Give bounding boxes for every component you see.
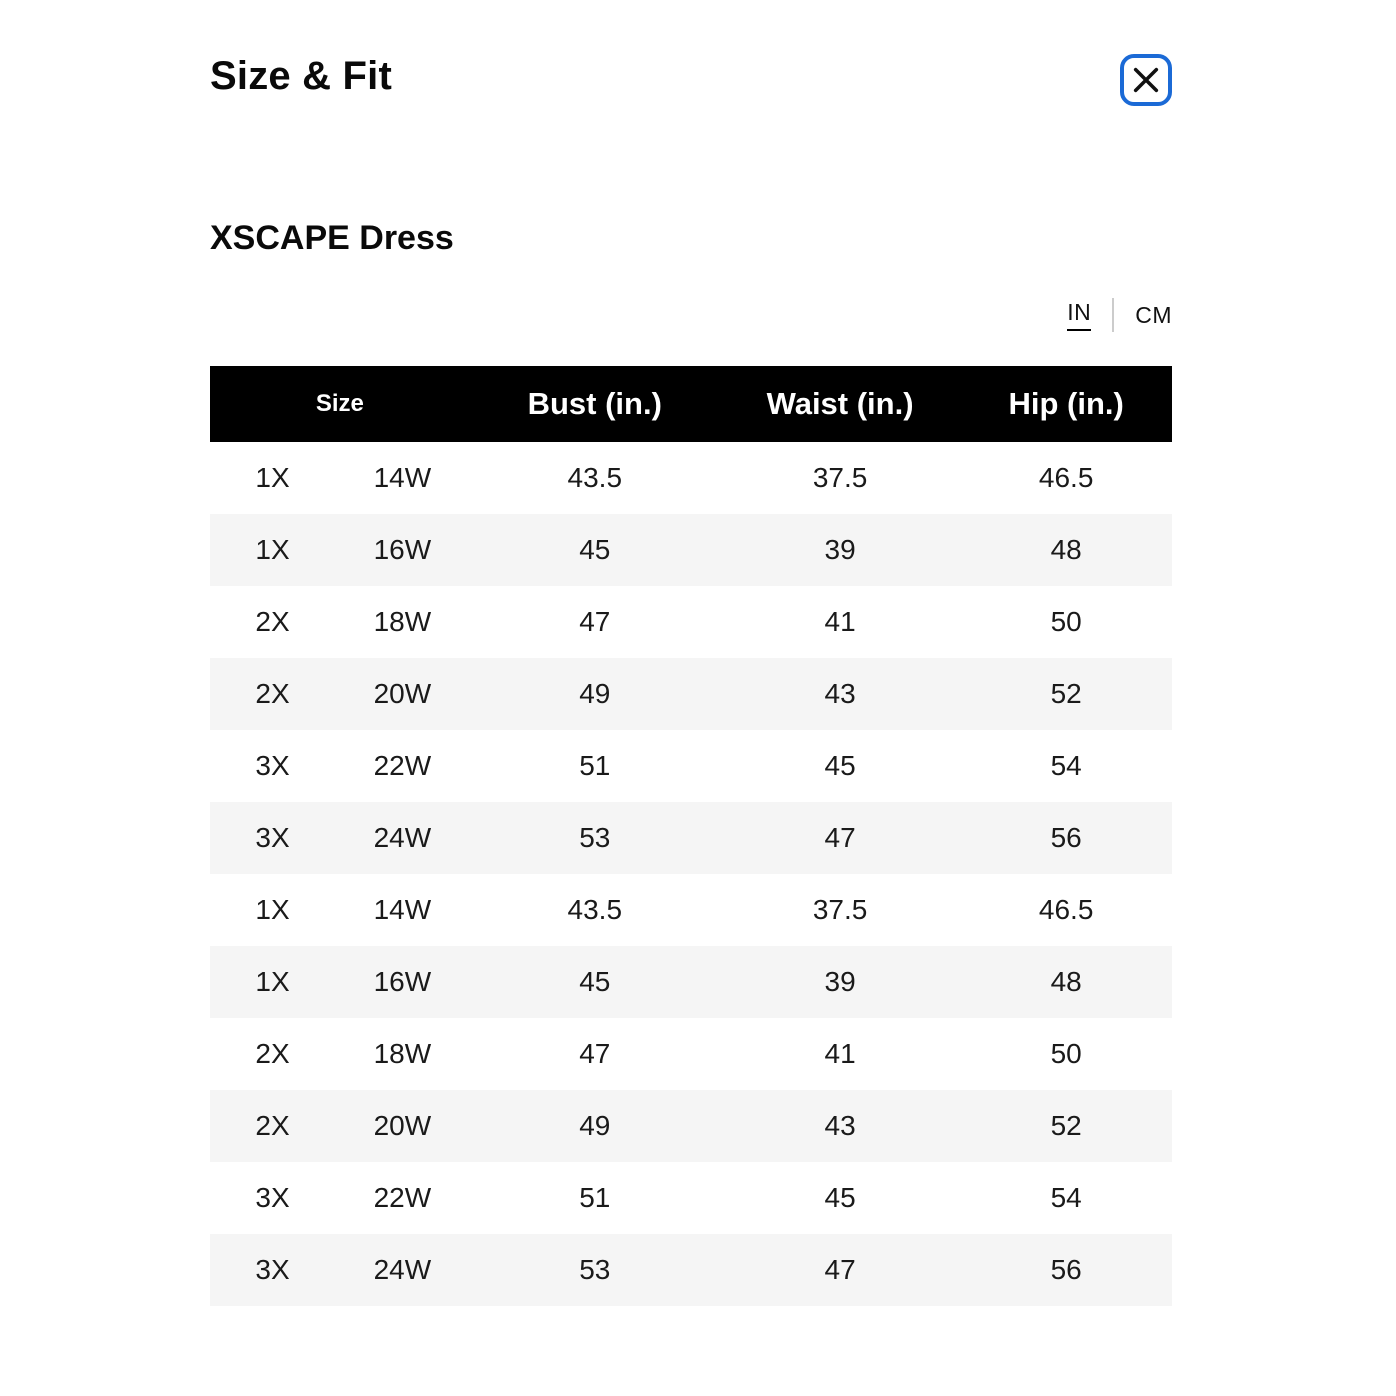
cell-size-w: 24W: [373, 822, 432, 853]
cell-size-w: 24W: [373, 1254, 432, 1285]
cell-size-w: 20W: [373, 1110, 432, 1141]
cell-waist: 47: [824, 822, 856, 853]
hip-column-header: Hip (in.): [1008, 386, 1124, 421]
cell-size-x: 2X: [255, 1038, 290, 1069]
cell-size-x: 2X: [255, 606, 290, 637]
size-column-header: Size: [315, 390, 364, 417]
size-table-header: [210, 366, 1172, 442]
cell-waist: 43: [824, 678, 856, 709]
table-row: [210, 442, 1172, 514]
cell-hip: 50: [1050, 1038, 1082, 1069]
cell-size-w: 20W: [373, 678, 432, 709]
cell-hip: 46.5: [1038, 462, 1094, 493]
cell-bust: 53: [579, 1254, 611, 1285]
table-row: [210, 802, 1172, 874]
cell-bust: 47: [579, 1038, 611, 1069]
cell-hip: 52: [1050, 1110, 1082, 1141]
cell-waist: 43: [824, 1110, 856, 1141]
close-icon: [1129, 63, 1163, 97]
cell-waist: 47: [824, 1254, 856, 1285]
cell-bust: 43.5: [567, 462, 623, 493]
cell-hip: 56: [1050, 1254, 1082, 1285]
cell-bust: 45: [579, 534, 611, 565]
cell-bust: 53: [579, 822, 611, 853]
cell-bust: 43.5: [567, 894, 623, 925]
table-row: [210, 514, 1172, 586]
cell-size-x: 1X: [255, 462, 290, 493]
cell-size-x: 2X: [255, 1110, 290, 1141]
table-row: [210, 1090, 1172, 1162]
cell-size-w: 18W: [373, 1038, 432, 1069]
cell-size-w: 16W: [373, 966, 432, 997]
cell-bust: 49: [579, 1110, 611, 1141]
cell-size-x: 3X: [255, 822, 290, 853]
cell-size-w: 22W: [373, 750, 432, 781]
table-row: [210, 874, 1172, 946]
cell-hip: 46.5: [1038, 894, 1094, 925]
table-row: [210, 1234, 1172, 1306]
cell-hip: 54: [1050, 750, 1082, 781]
cell-waist: 37.5: [812, 894, 868, 925]
cell-waist: 45: [824, 1182, 856, 1213]
waist-column-header: Waist (in.): [766, 386, 914, 421]
cell-waist: 39: [824, 966, 856, 997]
cell-size-x: 1X: [255, 966, 290, 997]
cell-size-x: 3X: [255, 1254, 290, 1285]
modal-header: [210, 52, 1172, 108]
cell-size-w: 18W: [373, 606, 432, 637]
cell-hip: 50: [1050, 606, 1082, 637]
unit-divider: [1112, 298, 1114, 332]
cell-size-x: 2X: [255, 678, 290, 709]
unit-toggle: [210, 298, 1172, 332]
cell-bust: 45: [579, 966, 611, 997]
table-row: [210, 730, 1172, 802]
table-row: [210, 1162, 1172, 1234]
cell-size-x: 3X: [255, 1182, 290, 1213]
cell-size-x: 3X: [255, 750, 290, 781]
cell-waist: 39: [824, 534, 856, 565]
size-table: [210, 366, 1172, 1306]
modal-title: Size & Fit: [210, 54, 393, 98]
cell-bust: 49: [579, 678, 611, 709]
bust-column-header: Bust (in.): [527, 386, 662, 421]
cell-waist: 41: [824, 1038, 856, 1069]
table-row: [210, 586, 1172, 658]
cell-waist: 41: [824, 606, 856, 637]
unit-in-button[interactable]: IN: [1067, 299, 1091, 331]
cell-hip: 56: [1050, 822, 1082, 853]
cell-size-w: 16W: [373, 534, 432, 565]
cell-size-w: 14W: [373, 462, 432, 493]
cell-size-w: 14W: [373, 894, 432, 925]
cell-hip: 48: [1050, 534, 1082, 565]
cell-bust: 51: [579, 1182, 611, 1213]
cell-bust: 47: [579, 606, 611, 637]
cell-hip: 54: [1050, 1182, 1082, 1213]
modal-content: [210, 52, 1172, 1306]
cell-waist: 45: [824, 750, 856, 781]
table-row: [210, 1018, 1172, 1090]
unit-cm-button[interactable]: CM: [1135, 302, 1172, 328]
product-name: XSCAPE Dress: [210, 219, 454, 257]
cell-size-w: 22W: [373, 1182, 432, 1213]
cell-hip: 48: [1050, 966, 1082, 997]
cell-bust: 51: [579, 750, 611, 781]
table-row: [210, 946, 1172, 1018]
size-table-body: [210, 442, 1172, 1306]
cell-size-x: 1X: [255, 894, 290, 925]
cell-hip: 52: [1050, 678, 1082, 709]
cell-waist: 37.5: [812, 462, 868, 493]
cell-size-x: 1X: [255, 534, 290, 565]
close-button[interactable]: [1120, 54, 1172, 106]
table-row: [210, 658, 1172, 730]
